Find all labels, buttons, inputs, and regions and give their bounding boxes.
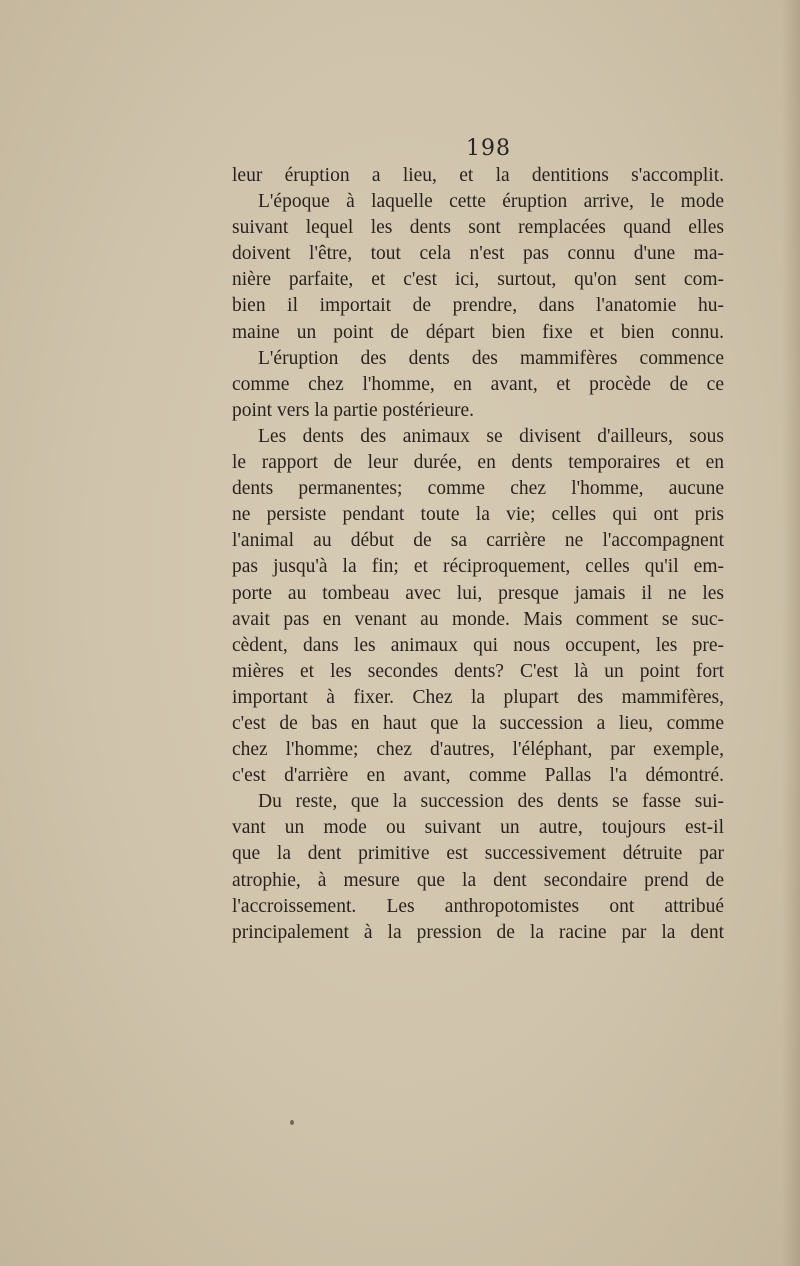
text-line: Les dents des animaux se divisent d'ailleurs, sous — [258, 425, 724, 447]
text-line: atrophie, à mesure que la dent secondaire prend de — [232, 869, 724, 891]
text-line: le rapport de leur durée, en dents temporaires et en — [232, 452, 724, 474]
text-line: L'époque à laquelle cette éruption arrive, le mode — [258, 191, 724, 213]
text-line: porte au tombeau avec lui, presque jamais il ne les — [232, 582, 724, 604]
text-line: point vers la partie postérieure. — [232, 399, 475, 421]
ink-spot — [290, 1120, 294, 1125]
text-line: c'est de bas en haut que la succession a lieu, comme — [232, 712, 724, 734]
text-line: l'animal au début de sa carrière ne l'accompagnent — [232, 530, 724, 552]
text-line: cèdent, dans les animaux qui nous occupent, les pre- — [232, 634, 724, 656]
text-line: chez l'homme; chez d'autres, l'éléphant, par exemple, — [232, 739, 724, 761]
text-line: maine un point de départ bien fixe et bien connu. — [232, 321, 724, 343]
text-line: bien il importait de prendre, dans l'anatomie hu- — [232, 295, 724, 317]
text-line: avait pas en venant au monde. Mais comment se suc- — [232, 608, 724, 630]
text-line: suivant lequel les dents sont remplacées quand elles — [232, 217, 724, 239]
text-line: l'accroissement. Les anthropotomistes ont attribué — [232, 895, 724, 917]
text-line: pas jusqu'à la fin; et réciproquement, celles qu'il em- — [232, 556, 724, 578]
text-line: nière parfaite, et c'est ici, surtout, qu'on sent com- — [232, 269, 724, 291]
text-line: principalement à la pression de la racine par la dent — [232, 921, 724, 943]
text-line: doivent l'être, tout cela n'est pas connu d'une ma- — [232, 243, 724, 265]
text-line: Du reste, que la succession des dents se fasse sui- — [258, 791, 724, 813]
text-line: leur éruption a lieu, et la dentitions s'accomplit. — [232, 165, 724, 186]
body-text — [232, 163, 724, 946]
text-line: comme chez l'homme, en avant, et procède de ce — [232, 373, 724, 395]
page-number: 198 — [466, 136, 511, 161]
text-line: que la dent primitive est successivement détruite par — [232, 843, 724, 865]
text-line: mières et les secondes dents? C'est là un point fort — [232, 660, 724, 682]
text-line: vant un mode ou suivant un autre, toujours est-il — [232, 817, 724, 839]
text-line: L'éruption des dents des mammifères commence — [258, 347, 724, 369]
text-line: c'est d'arrière en avant, comme Pallas l'a démontré. — [232, 765, 724, 787]
text-line: important à fixer. Chez la plupart des mammifères, — [232, 686, 724, 708]
text-line: dents permanentes; comme chez l'homme, aucune — [232, 478, 724, 500]
text-line: ne persiste pendant toute la vie; celles qui ont pris — [232, 504, 724, 526]
